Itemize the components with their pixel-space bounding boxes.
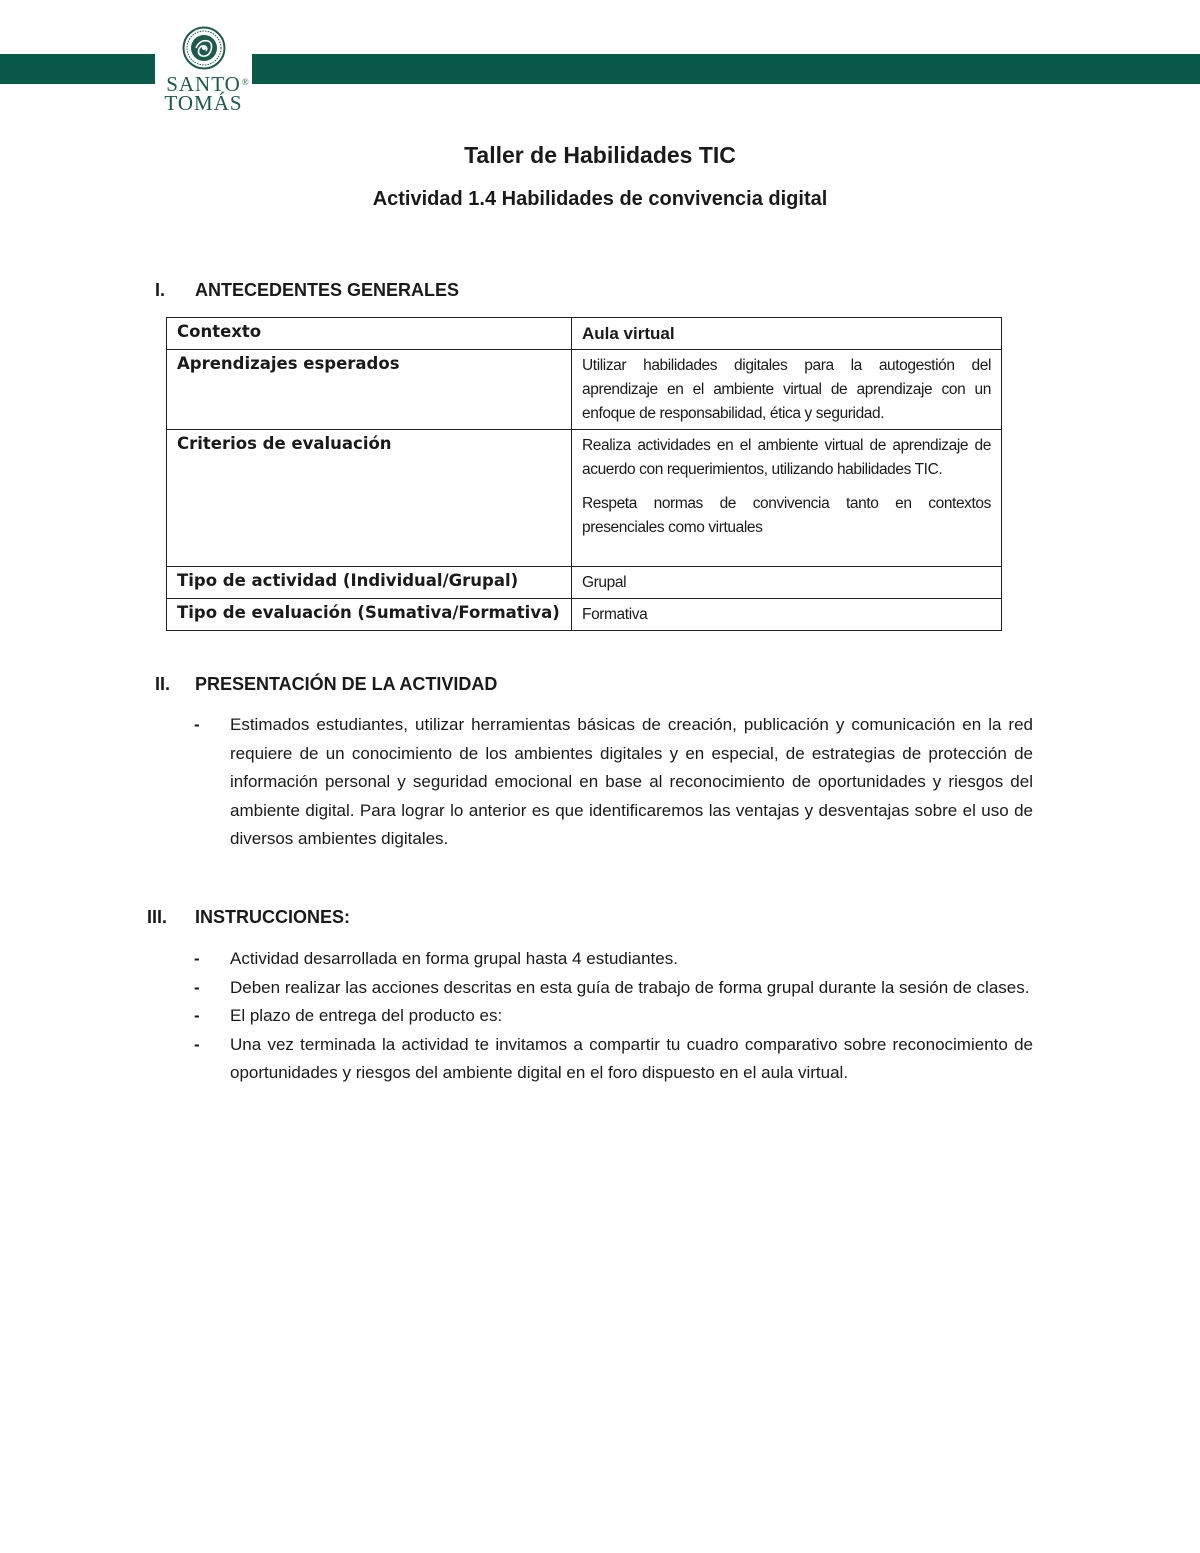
logo-text-line2: TOMÁS [164, 91, 243, 115]
table-value-text: Aula virtual [582, 324, 675, 343]
bullet-dash: - [194, 715, 200, 734]
list-item [194, 1031, 1033, 1088]
table-value-cell [572, 318, 1002, 350]
table-value-text: Utilizar habilidades digitales para la autogestión del aprendizaje en el ambiente virtual de aprendizaje con un enfoque de responsabilidad, ética y seguridad. [582, 357, 991, 422]
bullet-dash: - [194, 1034, 200, 1054]
table-row [167, 567, 1002, 599]
institution-seal-icon [182, 26, 226, 70]
instructions-list [194, 945, 1033, 1088]
section-title: ANTECEDENTES GENERALES [195, 280, 460, 300]
list-item [194, 1002, 1033, 1031]
table-value-text: Formativa [582, 606, 648, 623]
list-item-text: El plazo de entrega del producto es: [230, 1006, 503, 1025]
table-value-cell [572, 567, 1002, 599]
list-item-text: Actividad desarrollada en forma grupal hasta 4 estudiantes. [230, 949, 678, 968]
table-value-cell [572, 430, 1002, 567]
list-item-text: Estimados estudiantes, utilizar herramientas básicas de creación, publicación y comunicación en la red requiere de un conocimiento de los ambientes digitales y en especial, de estrategias de protección de información personal y seguridad emocional en base al reconocimiento de oportunidades y riesgos del ambiente digital. Para lograr lo anterior es que identificaremos las ventajas y desventajas sobre el uso de diversos ambientes digitales. [230, 715, 1033, 848]
bullet-dash: - [194, 1006, 200, 1025]
table-row [167, 599, 1002, 631]
table-label-cell: Contexto [167, 318, 572, 350]
table-value-text: Grupal [582, 574, 627, 591]
table-row [167, 350, 1002, 430]
presentation-list [194, 711, 1033, 854]
table-row [167, 318, 1002, 350]
table-label-cell: Criterios de evaluación [167, 430, 572, 567]
table-row [167, 430, 1002, 567]
list-item [194, 945, 1033, 974]
table-value-text: Realiza actividades en el ambiente virtual de aprendizaje de acuerdo con requerimientos, utilizando habilidades TIC. [582, 437, 991, 478]
table-value-text: Respeta normas de convivencia tanto en contextos presenciales como virtuales [582, 495, 991, 536]
list-item-text: Deben realizar las acciones descritas en esta guía de trabajo de forma grupal durante la sesión de clases. [230, 977, 1030, 997]
table-value-cell [572, 599, 1002, 631]
list-item [194, 974, 1033, 1003]
logo-text-line1: SANTO ® [166, 72, 250, 96]
list-item-text: Una vez terminada la actividad te invitamos a compartir tu cuadro comparativo sobre reconocimiento de oportunidades y riesgos del ambiente digital en el foro dispuesto en el aula virtual. [230, 1034, 1033, 1082]
santo-tomas-logo [155, 18, 252, 128]
bullet-dash: - [194, 949, 200, 968]
section-title: INSTRUCCIONES: [195, 907, 351, 927]
document-subtitle: Actividad 1.4 Habilidades de convivencia digital [372, 188, 828, 210]
section-number: I. [155, 280, 166, 300]
table-label-cell: Aprendizajes esperados [167, 350, 572, 430]
section-title: PRESENTACIÓN DE LA ACTIVIDAD [195, 674, 498, 694]
table-label-cell: Tipo de actividad (Individual/Grupal) [167, 567, 572, 599]
bullet-dash: - [194, 977, 200, 997]
table-label-cell: Tipo de evaluación (Sumativa/Formativa) [167, 599, 572, 631]
document-title: Taller de Habilidades TIC [464, 142, 736, 168]
table-value-cell [572, 350, 1002, 430]
section-number: III. [147, 907, 168, 927]
antecedentes-table [166, 317, 1002, 631]
section-number: II. [155, 674, 171, 694]
list-item [194, 711, 1033, 854]
